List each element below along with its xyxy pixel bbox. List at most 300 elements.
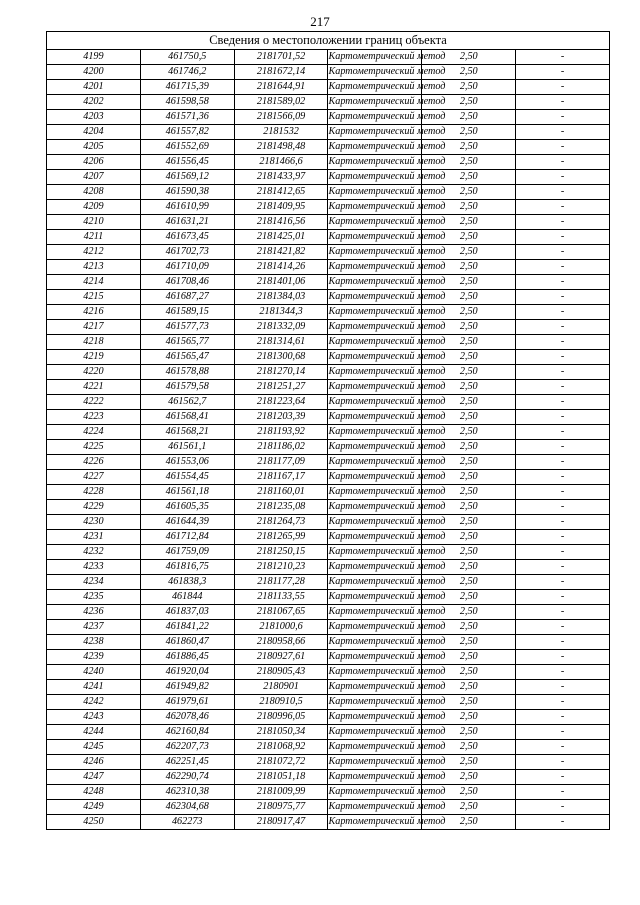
coord-y-cell: 2181177,28 bbox=[234, 575, 328, 590]
precision-cell: 2,50 bbox=[422, 800, 516, 815]
table-row bbox=[47, 335, 610, 350]
table-row bbox=[47, 755, 610, 770]
coord-x-cell: 461590,38 bbox=[140, 185, 234, 200]
coord-x-cell: 462160,84 bbox=[140, 725, 234, 740]
table-row bbox=[47, 560, 610, 575]
point-number-cell: 4201 bbox=[47, 80, 141, 95]
description-cell: - bbox=[516, 200, 610, 215]
precision-cell: 2,50 bbox=[422, 410, 516, 425]
description-cell: - bbox=[516, 605, 610, 620]
precision-cell: 2,50 bbox=[422, 50, 516, 65]
coord-x-cell: 462304,68 bbox=[140, 800, 234, 815]
coord-x-cell: 461837,03 bbox=[140, 605, 234, 620]
coord-x-cell: 461578,88 bbox=[140, 365, 234, 380]
description-cell: - bbox=[516, 320, 610, 335]
coord-x-cell: 461844 bbox=[140, 590, 234, 605]
coord-y-cell: 2181270,14 bbox=[234, 365, 328, 380]
coord-x-cell: 461746,2 bbox=[140, 65, 234, 80]
coord-y-cell: 2181384,03 bbox=[234, 290, 328, 305]
coord-y-cell: 2181414,26 bbox=[234, 260, 328, 275]
coord-x-cell: 461610,99 bbox=[140, 200, 234, 215]
description-cell: - bbox=[516, 290, 610, 305]
coord-y-cell: 2181250,15 bbox=[234, 545, 328, 560]
point-number-cell: 4213 bbox=[47, 260, 141, 275]
coord-x-cell: 461949,82 bbox=[140, 680, 234, 695]
precision-cell: 2,50 bbox=[422, 275, 516, 290]
method-cell: Картометрический метод bbox=[328, 665, 422, 680]
table-row bbox=[47, 350, 610, 365]
method-cell: Картометрический метод bbox=[328, 65, 422, 80]
coord-y-cell: 2181051,18 bbox=[234, 770, 328, 785]
coord-x-cell: 461554,45 bbox=[140, 470, 234, 485]
precision-cell: 2,50 bbox=[422, 320, 516, 335]
point-number-cell: 4200 bbox=[47, 65, 141, 80]
point-number-cell: 4209 bbox=[47, 200, 141, 215]
method-cell: Картометрический метод bbox=[328, 710, 422, 725]
description-cell: - bbox=[516, 650, 610, 665]
coord-x-cell: 461562,7 bbox=[140, 395, 234, 410]
coord-y-cell: 2181068,92 bbox=[234, 740, 328, 755]
coord-y-cell: 2181672,14 bbox=[234, 65, 328, 80]
point-number-cell: 4199 bbox=[47, 50, 141, 65]
description-cell: - bbox=[516, 560, 610, 575]
coord-x-cell: 461579,58 bbox=[140, 380, 234, 395]
table-row bbox=[47, 65, 610, 80]
coord-x-cell: 461841,22 bbox=[140, 620, 234, 635]
method-cell: Картометрический метод bbox=[328, 425, 422, 440]
table-title-row bbox=[47, 32, 610, 50]
precision-cell: 2,50 bbox=[422, 725, 516, 740]
point-number-cell: 4246 bbox=[47, 755, 141, 770]
point-number-cell: 4207 bbox=[47, 170, 141, 185]
precision-cell: 2,50 bbox=[422, 485, 516, 500]
method-cell: Картометрический метод bbox=[328, 590, 422, 605]
point-number-cell: 4236 bbox=[47, 605, 141, 620]
coord-x-cell: 461561,1 bbox=[140, 440, 234, 455]
method-cell: Картометрический метод bbox=[328, 230, 422, 245]
method-cell: Картометрический метод bbox=[328, 380, 422, 395]
point-number-cell: 4238 bbox=[47, 635, 141, 650]
description-cell: - bbox=[516, 635, 610, 650]
method-cell: Картометрический метод bbox=[328, 215, 422, 230]
description-cell: - bbox=[516, 185, 610, 200]
description-cell: - bbox=[516, 710, 610, 725]
precision-cell: 2,50 bbox=[422, 350, 516, 365]
table-row bbox=[47, 770, 610, 785]
table-row bbox=[47, 50, 610, 65]
precision-cell: 2,50 bbox=[422, 695, 516, 710]
coord-y-cell: 2180901 bbox=[234, 680, 328, 695]
table-row bbox=[47, 650, 610, 665]
coord-y-cell: 2181210,23 bbox=[234, 560, 328, 575]
method-cell: Картометрический метод bbox=[328, 440, 422, 455]
coord-y-cell: 2181203,39 bbox=[234, 410, 328, 425]
boundary-coordinates-table bbox=[46, 31, 610, 830]
point-number-cell: 4240 bbox=[47, 665, 141, 680]
coord-x-cell: 461673,45 bbox=[140, 230, 234, 245]
coord-x-cell: 461631,21 bbox=[140, 215, 234, 230]
method-cell: Картометрический метод bbox=[328, 350, 422, 365]
coord-x-cell: 461860,47 bbox=[140, 635, 234, 650]
description-cell: - bbox=[516, 335, 610, 350]
precision-cell: 2,50 bbox=[422, 335, 516, 350]
table-row bbox=[47, 260, 610, 275]
method-cell: Картометрический метод bbox=[328, 305, 422, 320]
description-cell: - bbox=[516, 125, 610, 140]
description-cell: - bbox=[516, 80, 610, 95]
table-row bbox=[47, 200, 610, 215]
coord-x-cell: 461553,06 bbox=[140, 455, 234, 470]
point-number-cell: 4216 bbox=[47, 305, 141, 320]
point-number-cell: 4247 bbox=[47, 770, 141, 785]
table-row bbox=[47, 620, 610, 635]
point-number-cell: 4221 bbox=[47, 380, 141, 395]
method-cell: Картометрический метод bbox=[328, 50, 422, 65]
description-cell: - bbox=[516, 455, 610, 470]
coord-y-cell: 2181466,6 bbox=[234, 155, 328, 170]
table-row bbox=[47, 230, 610, 245]
description-cell: - bbox=[516, 470, 610, 485]
coord-x-cell: 461644,39 bbox=[140, 515, 234, 530]
point-number-cell: 4205 bbox=[47, 140, 141, 155]
coord-x-cell: 461568,21 bbox=[140, 425, 234, 440]
precision-cell: 2,50 bbox=[422, 605, 516, 620]
description-cell: - bbox=[516, 395, 610, 410]
description-cell: - bbox=[516, 770, 610, 785]
description-cell: - bbox=[516, 65, 610, 80]
table-row bbox=[47, 380, 610, 395]
precision-cell: 2,50 bbox=[422, 395, 516, 410]
coord-x-cell: 462273 bbox=[140, 815, 234, 830]
method-cell: Картометрический метод bbox=[328, 500, 422, 515]
point-number-cell: 4206 bbox=[47, 155, 141, 170]
table-row bbox=[47, 695, 610, 710]
precision-cell: 2,50 bbox=[422, 230, 516, 245]
description-cell: - bbox=[516, 680, 610, 695]
method-cell: Картометрический метод bbox=[328, 80, 422, 95]
coord-x-cell: 461838,3 bbox=[140, 575, 234, 590]
description-cell: - bbox=[516, 545, 610, 560]
point-number-cell: 4242 bbox=[47, 695, 141, 710]
table-row bbox=[47, 725, 610, 740]
method-cell: Картометрический метод bbox=[328, 545, 422, 560]
description-cell: - bbox=[516, 425, 610, 440]
table-row bbox=[47, 290, 610, 305]
point-number-cell: 4219 bbox=[47, 350, 141, 365]
coord-y-cell: 2181167,17 bbox=[234, 470, 328, 485]
table-row bbox=[47, 245, 610, 260]
coord-y-cell: 2181300,68 bbox=[234, 350, 328, 365]
table-row bbox=[47, 785, 610, 800]
coord-y-cell: 2180996,05 bbox=[234, 710, 328, 725]
method-cell: Картометрический метод bbox=[328, 320, 422, 335]
coord-y-cell: 2180975,77 bbox=[234, 800, 328, 815]
table-row bbox=[47, 320, 610, 335]
table-row bbox=[47, 485, 610, 500]
description-cell: - bbox=[516, 815, 610, 830]
coord-x-cell: 461577,73 bbox=[140, 320, 234, 335]
method-cell: Картометрический метод bbox=[328, 140, 422, 155]
method-cell: Картометрический метод bbox=[328, 155, 422, 170]
page-number: 217 bbox=[310, 14, 330, 29]
point-number-cell: 4214 bbox=[47, 275, 141, 290]
precision-cell: 2,50 bbox=[422, 770, 516, 785]
coord-x-cell: 461557,82 bbox=[140, 125, 234, 140]
point-number-cell: 4231 bbox=[47, 530, 141, 545]
description-cell: - bbox=[516, 260, 610, 275]
point-number-cell: 4245 bbox=[47, 740, 141, 755]
precision-cell: 2,50 bbox=[422, 470, 516, 485]
description-cell: - bbox=[516, 170, 610, 185]
coord-y-cell: 2181425,01 bbox=[234, 230, 328, 245]
method-cell: Картометрический метод bbox=[328, 800, 422, 815]
precision-cell: 2,50 bbox=[422, 500, 516, 515]
precision-cell: 2,50 bbox=[422, 590, 516, 605]
table-row bbox=[47, 680, 610, 695]
point-number-cell: 4248 bbox=[47, 785, 141, 800]
table-row bbox=[47, 530, 610, 545]
point-number-cell: 4208 bbox=[47, 185, 141, 200]
point-number-cell: 4249 bbox=[47, 800, 141, 815]
table-row bbox=[47, 110, 610, 125]
table-row bbox=[47, 80, 610, 95]
precision-cell: 2,50 bbox=[422, 755, 516, 770]
table-row bbox=[47, 740, 610, 755]
precision-cell: 2,50 bbox=[422, 650, 516, 665]
method-cell: Картометрический метод bbox=[328, 335, 422, 350]
table-row bbox=[47, 125, 610, 140]
coord-y-cell: 2180905,43 bbox=[234, 665, 328, 680]
coord-y-cell: 2181433,97 bbox=[234, 170, 328, 185]
precision-cell: 2,50 bbox=[422, 365, 516, 380]
precision-cell: 2,50 bbox=[422, 440, 516, 455]
table-row bbox=[47, 515, 610, 530]
table-row bbox=[47, 140, 610, 155]
coord-y-cell: 2181072,72 bbox=[234, 755, 328, 770]
coord-x-cell: 461568,41 bbox=[140, 410, 234, 425]
method-cell: Картометрический метод bbox=[328, 410, 422, 425]
method-cell: Картометрический метод bbox=[328, 620, 422, 635]
coord-x-cell: 461708,46 bbox=[140, 275, 234, 290]
coord-y-cell: 2181416,56 bbox=[234, 215, 328, 230]
precision-cell: 2,50 bbox=[422, 665, 516, 680]
description-cell: - bbox=[516, 440, 610, 455]
table-row bbox=[47, 425, 610, 440]
point-number-cell: 4202 bbox=[47, 95, 141, 110]
description-cell: - bbox=[516, 140, 610, 155]
table-row bbox=[47, 800, 610, 815]
coord-x-cell: 461710,09 bbox=[140, 260, 234, 275]
coord-y-cell: 2181332,09 bbox=[234, 320, 328, 335]
description-cell: - bbox=[516, 785, 610, 800]
table-row bbox=[47, 170, 610, 185]
precision-cell: 2,50 bbox=[422, 560, 516, 575]
method-cell: Картометрический метод bbox=[328, 695, 422, 710]
coord-y-cell: 2181000,6 bbox=[234, 620, 328, 635]
coord-y-cell: 2181160,01 bbox=[234, 485, 328, 500]
point-number-cell: 4243 bbox=[47, 710, 141, 725]
coord-x-cell: 461565,77 bbox=[140, 335, 234, 350]
table-row bbox=[47, 215, 610, 230]
coord-y-cell: 2180910,5 bbox=[234, 695, 328, 710]
coord-y-cell: 2181067,65 bbox=[234, 605, 328, 620]
point-number-cell: 4212 bbox=[47, 245, 141, 260]
description-cell: - bbox=[516, 350, 610, 365]
table-row bbox=[47, 710, 610, 725]
method-cell: Картометрический метод bbox=[328, 110, 422, 125]
point-number-cell: 4232 bbox=[47, 545, 141, 560]
table-title: Сведения о местоположении границ объекта bbox=[47, 32, 610, 50]
point-number-cell: 4241 bbox=[47, 680, 141, 695]
precision-cell: 2,50 bbox=[422, 140, 516, 155]
description-cell: - bbox=[516, 530, 610, 545]
point-number-cell: 4211 bbox=[47, 230, 141, 245]
coord-x-cell: 461816,75 bbox=[140, 560, 234, 575]
table-row bbox=[47, 305, 610, 320]
table-row bbox=[47, 590, 610, 605]
table-row bbox=[47, 500, 610, 515]
precision-cell: 2,50 bbox=[422, 740, 516, 755]
precision-cell: 2,50 bbox=[422, 635, 516, 650]
coord-x-cell: 461556,45 bbox=[140, 155, 234, 170]
precision-cell: 2,50 bbox=[422, 710, 516, 725]
coord-y-cell: 2180958,66 bbox=[234, 635, 328, 650]
coord-x-cell: 461750,5 bbox=[140, 50, 234, 65]
coord-y-cell: 2181314,61 bbox=[234, 335, 328, 350]
coord-x-cell: 461759,09 bbox=[140, 545, 234, 560]
description-cell: - bbox=[516, 245, 610, 260]
precision-cell: 2,50 bbox=[422, 515, 516, 530]
table-row bbox=[47, 545, 610, 560]
coord-x-cell: 461552,69 bbox=[140, 140, 234, 155]
precision-cell: 2,50 bbox=[422, 785, 516, 800]
description-cell: - bbox=[516, 575, 610, 590]
point-number-cell: 4234 bbox=[47, 575, 141, 590]
coord-y-cell: 2181009,99 bbox=[234, 785, 328, 800]
coord-y-cell: 2181701,52 bbox=[234, 50, 328, 65]
point-number-cell: 4203 bbox=[47, 110, 141, 125]
coord-x-cell: 462290,74 bbox=[140, 770, 234, 785]
precision-cell: 2,50 bbox=[422, 245, 516, 260]
method-cell: Картометрический метод bbox=[328, 170, 422, 185]
method-cell: Картометрический метод bbox=[328, 530, 422, 545]
method-cell: Картометрический метод bbox=[328, 755, 422, 770]
description-cell: - bbox=[516, 515, 610, 530]
precision-cell: 2,50 bbox=[422, 305, 516, 320]
method-cell: Картометрический метод bbox=[328, 680, 422, 695]
table-row bbox=[47, 815, 610, 830]
point-number-cell: 4225 bbox=[47, 440, 141, 455]
table-row bbox=[47, 665, 610, 680]
table-row bbox=[47, 365, 610, 380]
description-cell: - bbox=[516, 665, 610, 680]
coord-y-cell: 2181264,73 bbox=[234, 515, 328, 530]
point-number-cell: 4223 bbox=[47, 410, 141, 425]
point-number-cell: 4218 bbox=[47, 335, 141, 350]
precision-cell: 2,50 bbox=[422, 95, 516, 110]
description-cell: - bbox=[516, 725, 610, 740]
coord-y-cell: 2181193,92 bbox=[234, 425, 328, 440]
table-row bbox=[47, 395, 610, 410]
precision-cell: 2,50 bbox=[422, 380, 516, 395]
point-number-cell: 4222 bbox=[47, 395, 141, 410]
method-cell: Картометрический метод bbox=[328, 515, 422, 530]
point-number-cell: 4226 bbox=[47, 455, 141, 470]
precision-cell: 2,50 bbox=[422, 530, 516, 545]
coord-y-cell: 2181133,55 bbox=[234, 590, 328, 605]
point-number-cell: 4217 bbox=[47, 320, 141, 335]
table-row bbox=[47, 440, 610, 455]
coord-y-cell: 2181235,08 bbox=[234, 500, 328, 515]
method-cell: Картометрический метод bbox=[328, 200, 422, 215]
method-cell: Картометрический метод bbox=[328, 770, 422, 785]
coord-x-cell: 461605,35 bbox=[140, 500, 234, 515]
coord-x-cell: 461715,39 bbox=[140, 80, 234, 95]
method-cell: Картометрический метод bbox=[328, 365, 422, 380]
table-row bbox=[47, 185, 610, 200]
coord-y-cell: 2181344,3 bbox=[234, 305, 328, 320]
method-cell: Картометрический метод bbox=[328, 395, 422, 410]
table-row bbox=[47, 470, 610, 485]
point-number-cell: 4228 bbox=[47, 485, 141, 500]
coord-y-cell: 2181409,95 bbox=[234, 200, 328, 215]
description-cell: - bbox=[516, 95, 610, 110]
method-cell: Картометрический метод bbox=[328, 275, 422, 290]
method-cell: Картометрический метод bbox=[328, 290, 422, 305]
coord-y-cell: 2181223,64 bbox=[234, 395, 328, 410]
precision-cell: 2,50 bbox=[422, 80, 516, 95]
point-number-cell: 4204 bbox=[47, 125, 141, 140]
point-number-cell: 4239 bbox=[47, 650, 141, 665]
table-row bbox=[47, 575, 610, 590]
table-row bbox=[47, 605, 610, 620]
description-cell: - bbox=[516, 365, 610, 380]
coord-x-cell: 461920,04 bbox=[140, 665, 234, 680]
coord-y-cell: 2181498,48 bbox=[234, 140, 328, 155]
coord-x-cell: 462207,73 bbox=[140, 740, 234, 755]
coord-y-cell: 2180917,47 bbox=[234, 815, 328, 830]
coord-x-cell: 461589,15 bbox=[140, 305, 234, 320]
method-cell: Картометрический метод bbox=[328, 635, 422, 650]
precision-cell: 2,50 bbox=[422, 110, 516, 125]
point-number-cell: 4230 bbox=[47, 515, 141, 530]
method-cell: Картометрический метод bbox=[328, 785, 422, 800]
coord-y-cell: 2181251,27 bbox=[234, 380, 328, 395]
table-row bbox=[47, 410, 610, 425]
description-cell: - bbox=[516, 695, 610, 710]
method-cell: Картометрический метод bbox=[328, 650, 422, 665]
description-cell: - bbox=[516, 275, 610, 290]
method-cell: Картометрический метод bbox=[328, 260, 422, 275]
point-number-cell: 4220 bbox=[47, 365, 141, 380]
coord-y-cell: 2181644,91 bbox=[234, 80, 328, 95]
description-cell: - bbox=[516, 230, 610, 245]
coord-y-cell: 2181177,09 bbox=[234, 455, 328, 470]
method-cell: Картометрический метод bbox=[328, 185, 422, 200]
method-cell: Картометрический метод bbox=[328, 125, 422, 140]
coord-x-cell: 461712,84 bbox=[140, 530, 234, 545]
coord-x-cell: 461687,27 bbox=[140, 290, 234, 305]
point-number-cell: 4235 bbox=[47, 590, 141, 605]
precision-cell: 2,50 bbox=[422, 620, 516, 635]
description-cell: - bbox=[516, 620, 610, 635]
coord-y-cell: 2181401,06 bbox=[234, 275, 328, 290]
table-row bbox=[47, 155, 610, 170]
precision-cell: 2,50 bbox=[422, 260, 516, 275]
method-cell: Картометрический метод bbox=[328, 245, 422, 260]
coord-y-cell: 2181050,34 bbox=[234, 725, 328, 740]
coord-y-cell: 2181186,02 bbox=[234, 440, 328, 455]
